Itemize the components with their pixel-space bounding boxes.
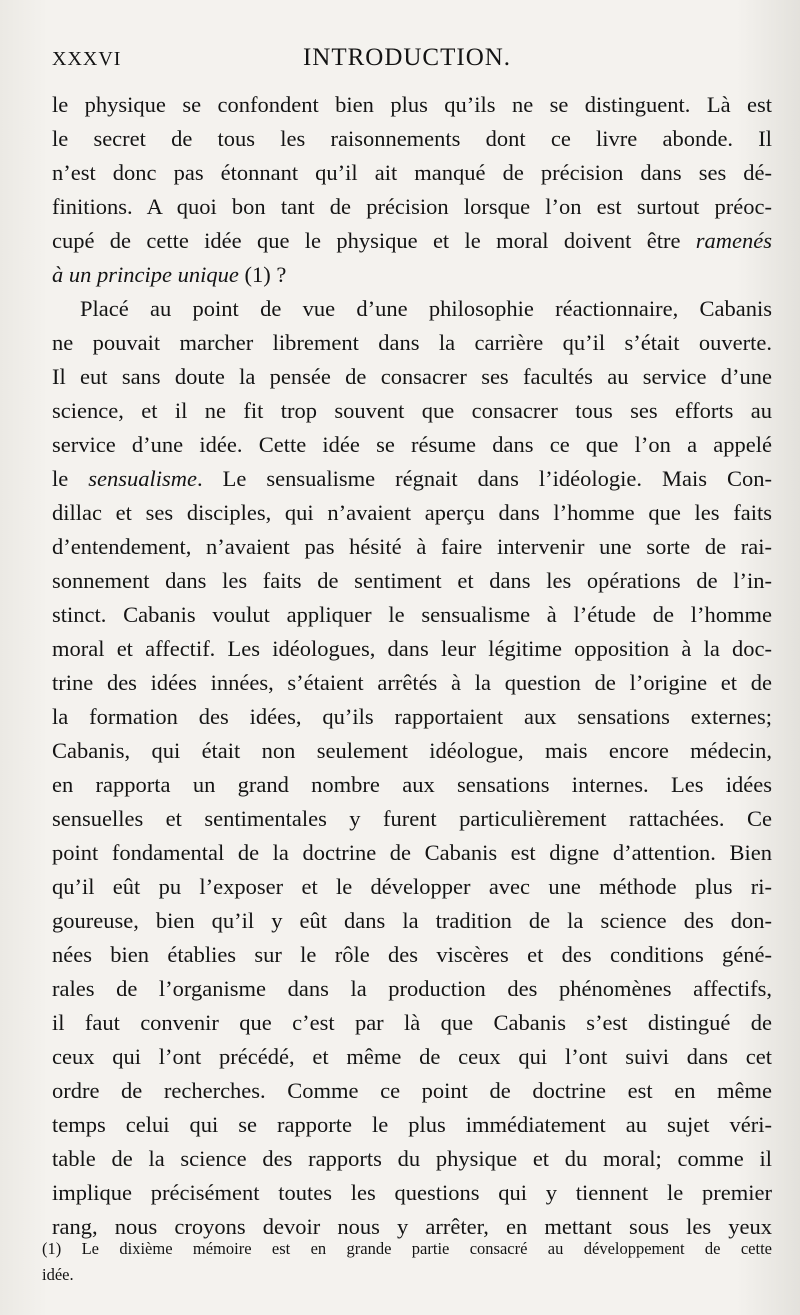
text-line: le physique se confondent bien plus qu’ils ne se distinguent. Là est bbox=[52, 92, 772, 117]
footnote bbox=[42, 1236, 772, 1288]
text-line: Placé au point de vue d’une philosophie réactionnaire, Cabanis bbox=[80, 296, 772, 321]
running-title: INTRODUCTION. bbox=[302, 44, 512, 71]
text-line: dillac et ses disciples, qui n’avaient aperçu dans l’homme que les faits bbox=[52, 500, 772, 525]
text-line: rang, nous croyons devoir nous y arrêter, en mettant sous les yeux bbox=[52, 1214, 772, 1239]
text-line: d’entendement, n’avaient pas hésité à faire intervenir une sorte de rai- bbox=[52, 534, 772, 559]
text-line: en rapporta un grand nombre aux sensations internes. Les idées bbox=[52, 772, 772, 797]
text-line: il faut convenir que c’est par là que Cabanis s’est distingué de bbox=[52, 1010, 772, 1035]
text-line: Il eut sans doute la pensée de consacrer ses facultés au service d’une bbox=[52, 364, 772, 389]
italic-phrase: à un principe unique bbox=[52, 262, 239, 287]
text-line: goureuse, bien qu’il y eût dans la tradition de la science des don- bbox=[52, 908, 772, 933]
text-segment: . Le sensualisme régnait dans l’idéologie. Mais Con- bbox=[197, 466, 772, 491]
italic-phrase: sensualisme bbox=[88, 466, 197, 491]
text-line: science, et il ne fit trop souvent que consacrer tous ses efforts au bbox=[52, 398, 772, 423]
text-line bbox=[52, 224, 772, 258]
text-segment: cupé de cette idée que le physique et le moral doivent être bbox=[52, 228, 696, 253]
text-line: ne pouvait marcher librement dans la carrière qu’il s’était ouverte. bbox=[52, 330, 772, 355]
text-line: service d’une idée. Cette idée se résume dans ce que l’on a appelé bbox=[52, 432, 772, 457]
text-line: rales de l’organisme dans la production des phénomènes affectifs, bbox=[52, 976, 772, 1001]
text-line: ordre de recherches. Comme ce point de doctrine est en même bbox=[52, 1078, 772, 1103]
text-line: Cabanis, qui était non seulement idéologue, mais encore médecin, bbox=[52, 738, 772, 763]
footnote-line: (1) Le dixième mémoire est en grande partie consacré au développement de cette bbox=[42, 1239, 772, 1258]
text-line: le secret de tous les raisonnements dont ce livre abonde. Il bbox=[52, 126, 772, 151]
text-segment: le bbox=[52, 466, 89, 491]
text-line: sensuelles et sentimentales y furent particulièrement rattachées. Ce bbox=[52, 806, 772, 831]
footnote-line: idée. bbox=[42, 1265, 74, 1284]
page-number: XXXVI bbox=[52, 48, 122, 70]
text-line: table de la science des rapports du physique et du moral; comme il bbox=[52, 1146, 772, 1171]
text-line: temps celui qui se rapporte le plus immédiatement au sujet véri- bbox=[52, 1112, 772, 1137]
text-line: qu’il eût pu l’exposer et le développer avec une méthode plus ri- bbox=[52, 874, 772, 899]
text-line: la formation des idées, qu’ils rapportaient aux sensations externes; bbox=[52, 704, 772, 729]
text-line: stinct. Cabanis voulut appliquer le sensualisme à l’étude de l’homme bbox=[52, 602, 772, 627]
text-line: sonnement dans les faits de sentiment et dans les opérations de l’in- bbox=[52, 568, 772, 593]
body-text bbox=[52, 88, 772, 1244]
footnote-reference: (1) ? bbox=[238, 262, 287, 287]
italic-phrase: ramenés bbox=[695, 228, 772, 253]
text-line: implique précisément toutes les questions qui y tiennent le premier bbox=[52, 1180, 772, 1205]
text-line: n’est donc pas étonnant qu’il ait manqué de précision dans ses dé- bbox=[52, 160, 772, 185]
text-line: moral et affectif. Les idéologues, dans leur légitime opposition à la doc- bbox=[52, 636, 772, 661]
text-line: finitions. A quoi bon tant de précision lorsque l’on est surtout préoc- bbox=[52, 194, 772, 219]
text-line: nées bien établies sur le rôle des viscères et des conditions géné- bbox=[52, 942, 772, 967]
text-line: ceux qui l’ont précédé, et même de ceux qui l’ont suivi dans cet bbox=[52, 1044, 772, 1069]
text-line bbox=[52, 258, 772, 292]
text-line bbox=[52, 462, 772, 496]
running-head bbox=[52, 44, 762, 76]
text-line: point fondamental de la doctrine de Cabanis est digne d’attention. Bien bbox=[52, 840, 772, 865]
text-line: trine des idées innées, s’étaient arrêtés à la question de l’origine et de bbox=[52, 670, 772, 695]
